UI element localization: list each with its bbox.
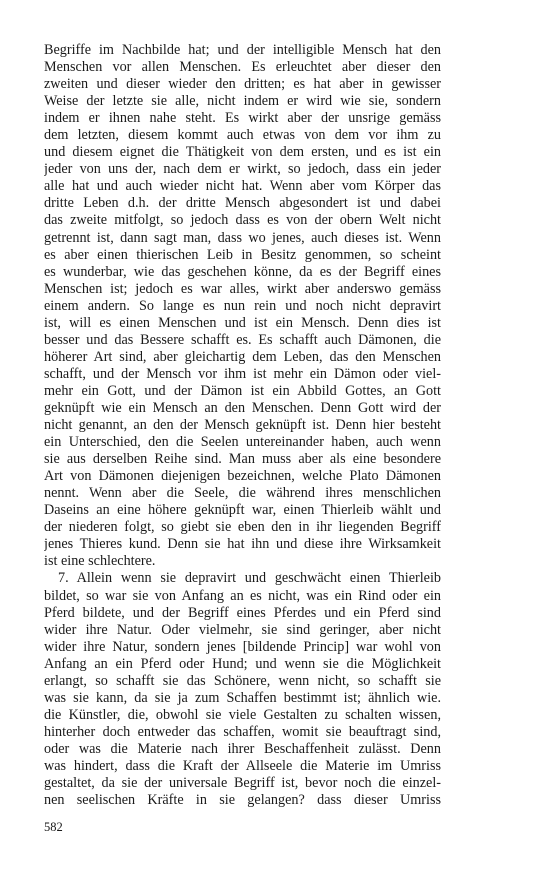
text-line: oder was die Materie nach ihrer Beschaffenheit zulässt. Denn	[44, 740, 441, 757]
text-line: es aber einen thierischen Leib in Besitz genommen, so scheint	[44, 246, 441, 263]
text-line: Begriffe im Nachbilde hat; und der intelligible Mensch hat den	[44, 42, 441, 58]
text-line: Menschen vor allen Menschen. Es erleuchtet aber dieser den	[44, 59, 441, 76]
text-line: Pferd bildete, und der Begriff eines Pferdes und ein Pferd sind	[44, 604, 441, 621]
text-line: zweiten und dieser wieder den dritten; es hat aber in gewisser	[44, 76, 441, 93]
text-line: geknüpft wie ein Mensch an den Menschen. Denn Gott wird der	[44, 399, 441, 416]
text-line: der niederen folgt, so giebt sie eben den in ihr liegenden Begriff	[44, 519, 441, 536]
text-line: schafft, und der Mensch vor ihm ist mehr ein Dämon oder viel-	[44, 365, 441, 382]
text-line: dem letzten, diesem kommt auch etwas von dem vor ihm zu	[44, 127, 441, 144]
text-line: Art von Dämonen diejenigen bezeichnen, welche Plato Dämonen	[44, 468, 441, 485]
text-line: alle hat und auch wieder nicht hat. Wenn aber vom Körper das	[44, 178, 441, 195]
text-line: erlangt, so schafft sie das Schönere, wenn nicht, so schafft sie	[44, 672, 441, 689]
text-line: mehr ein Gott, und der Dämon ist ein Abbild Gottes, an Gott	[44, 382, 441, 399]
text-line: ein Unterschied, den die Seelen untereinander haben, auch wenn	[44, 434, 441, 451]
text-line: Anfang an ein Pferd oder Hund; und wenn sie die Möglichkeit	[44, 655, 441, 672]
paragraph-end-line: ist eine schlechtere.	[44, 553, 156, 570]
text-line: Daseins an eine höhere geknüpft war, einen Thierleib wählt und	[44, 502, 441, 519]
text-line: nen seelischen Kräfte in sie gelangen? dass dieser Umriss	[44, 792, 441, 809]
text-line: die Künstler, die, obwohl sie viele Gestalten zu schalten wissen,	[44, 706, 441, 723]
text-line: was hindert, dass die Kraft der Allseele die Materie im Umriss	[44, 757, 441, 774]
text-line: jeder von uns der, nach dem er wirkt, so jedoch, dass ein jeder	[44, 161, 441, 178]
text-line: es wunderbar, wie das geschehen könne, da es der Begriff eines	[44, 263, 441, 280]
text-line: ist, will es einen Menschen und ist ein Mensch. Denn dies ist	[44, 314, 441, 331]
text-line: einem andern. So lange es nun rein und noch nicht depravirt	[44, 297, 441, 314]
text-line: indem er ihnen nahe steht. Es wirkt aber der unsrige gemäss	[44, 110, 441, 127]
text-line: höherer Art sind, aber gleichartig dem Leben, das den Menschen	[44, 348, 441, 365]
text-line: jenes Thieres kund. Denn sie hat ihn und diese ihre Wirksamkeit	[44, 536, 441, 553]
text-line: was sie kann, da sie ja zum Schaffen bestimmt ist; ähnlich wie.	[44, 689, 441, 706]
text-line: bildet, so war sie von Anfang an es nicht, was ein Rind oder ein	[44, 587, 441, 604]
text-line: Weise der letzte sie alle, nicht indem er wird wie sie, sondern	[44, 93, 441, 110]
text-line: getrennt ist, dann sagt man, dass wo jenes, auch dieses ist. Wenn	[44, 229, 441, 246]
text-line: Menschen ist; jedoch es war alles, wirkt aber anderswo gemäss	[44, 280, 441, 297]
page-text-block	[44, 42, 441, 809]
text-line: nennt. Wenn aber die Seele, die während ihres menschlichen	[44, 485, 441, 502]
text-line: wider ihre Natur, sondern jenes [bildende Princip] war wohl von	[44, 638, 441, 655]
text-line: und diesem eignet die Thätigkeit von dem ersten, und es ist ein	[44, 144, 441, 161]
section-7-first-line: 7. Allein wenn sie depravirt und geschwächt einen Thierleib	[58, 570, 441, 587]
text-line: dritte Leben d.h. der dritte Mensch abgesondert ist und dabei	[44, 195, 441, 212]
text-line: besser und das Bessere schafft es. Es schafft auch Dämonen, die	[44, 331, 441, 348]
text-line: gestaltet, da sie der universale Begriff ist, bevor noch die einzel-	[44, 775, 441, 792]
page-number: 582	[44, 820, 63, 834]
text-line: sie aus derselben Reihe sind. Man muss aber als eine besondere	[44, 451, 441, 468]
text-line: nicht genannt, an den der Mensch geknüpft ist. Denn hier besteht	[44, 417, 441, 434]
text-line: wider ihre Natur. Oder vielmehr, sie sind geringer, aber nicht	[44, 621, 441, 638]
text-line: hinterher doch entweder das schaffen, womit sie beauftragt sind,	[44, 723, 441, 740]
text-line: das zweite mitfolgt, so jedoch dass es von der obern Welt nicht	[44, 212, 441, 229]
